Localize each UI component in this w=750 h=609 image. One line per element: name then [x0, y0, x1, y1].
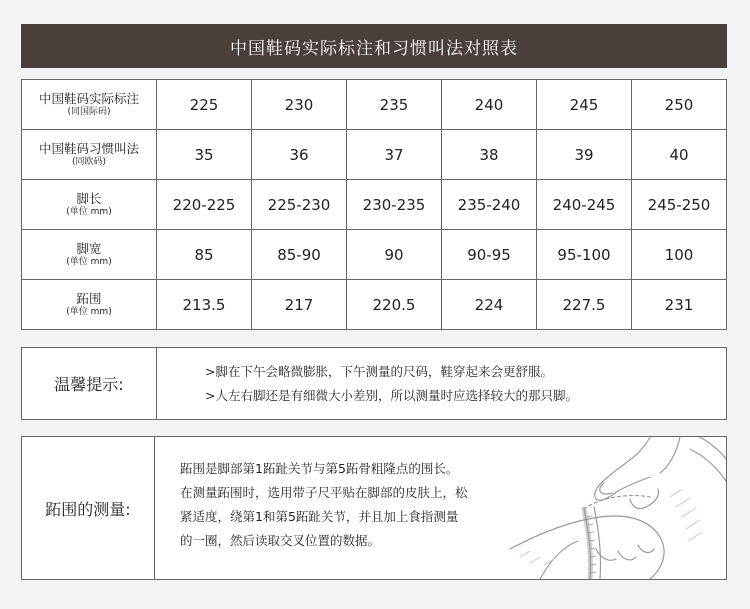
row-label-main: 脚宽 [76, 241, 102, 257]
row-label [22, 230, 157, 280]
table-cell: 40 [632, 130, 727, 180]
row-label [22, 280, 157, 330]
table-row [22, 130, 727, 180]
table-cell: 36 [252, 130, 347, 180]
tips-title: 温馨提示: [22, 348, 157, 419]
table-cell: 38 [442, 130, 537, 180]
row-label-sub: (单位 mm) [66, 256, 112, 267]
measure-title: 跖围的测量: [22, 437, 155, 579]
table-cell: 235-240 [442, 180, 537, 230]
table-row [22, 280, 727, 330]
tips-box [21, 347, 727, 420]
row-label-main: 中国鞋码实际标注 [38, 91, 139, 107]
row-label-main: 跖围 [76, 291, 102, 307]
table-cell: 240 [442, 80, 537, 130]
tips-lines [157, 348, 578, 419]
table-cell: 37 [347, 130, 442, 180]
table-cell: 245 [537, 80, 632, 130]
chart-title: 中国鞋码实际标注和习惯叫法对照表 [230, 38, 518, 59]
table-cell: 90 [347, 230, 442, 280]
table-cell: 225 [157, 80, 252, 130]
table-row [22, 80, 727, 130]
table-cell: 90-95 [442, 230, 537, 280]
measure-line: 在测量跖围时，选用带子尺平贴在脚部的皮肤上，松 [180, 485, 468, 500]
measure-line: 的一圈，然后读取交叉位置的数据。 [180, 533, 381, 548]
measure-line: 跖围是脚部第1跖趾关节与第5跖骨粗隆点的围长。 [180, 461, 459, 476]
table-row [22, 180, 727, 230]
table-cell: 35 [157, 130, 252, 180]
size-table [21, 79, 727, 330]
table-cell: 220-225 [157, 180, 252, 230]
table-cell: 235 [347, 80, 442, 130]
table-cell: 231 [632, 280, 727, 330]
table-cell: 225-230 [252, 180, 347, 230]
table-cell: 230-235 [347, 180, 442, 230]
table-cell: 217 [252, 280, 347, 330]
tip-line: >人左右脚还是有细微大小差别，所以测量时应选择较大的那只脚。 [205, 387, 578, 403]
row-label-main: 中国鞋码习惯叫法 [38, 141, 139, 157]
measure-box [21, 436, 727, 580]
table-cell: 95-100 [537, 230, 632, 280]
table-cell: 100 [632, 230, 727, 280]
chart-header [21, 24, 727, 68]
row-label-sub: (单位 mm) [66, 206, 112, 217]
table-cell: 245-250 [632, 180, 727, 230]
row-label-main: 脚长 [76, 191, 102, 207]
table-row [22, 230, 727, 280]
row-label [22, 180, 157, 230]
table-cell: 227.5 [537, 280, 632, 330]
table-cell: 39 [537, 130, 632, 180]
table-cell: 85 [157, 230, 252, 280]
table-cell: 240-245 [537, 180, 632, 230]
table-cell: 250 [632, 80, 727, 130]
table-cell: 230 [252, 80, 347, 130]
table-cell: 213.5 [157, 280, 252, 330]
row-label-sub: (单位 mm) [66, 306, 112, 317]
foot-measuring-tape-icon [500, 437, 726, 579]
row-label-sub: (同欧码) [71, 156, 107, 167]
table-cell: 220.5 [347, 280, 442, 330]
table-cell: 224 [442, 280, 537, 330]
measure-line: 紧适度，绕第1和第5跖趾关节，并且加上食指测量 [180, 509, 459, 524]
tip-line: >脚在下午会略微膨胀，下午测量的尺码，鞋穿起来会更舒服。 [205, 363, 553, 379]
table-cell: 85-90 [252, 230, 347, 280]
row-label [22, 130, 157, 180]
measure-text [155, 437, 500, 579]
foot-measuring-illustration [500, 437, 726, 579]
row-label-sub: (同国际码) [67, 106, 111, 117]
row-label [22, 80, 157, 130]
